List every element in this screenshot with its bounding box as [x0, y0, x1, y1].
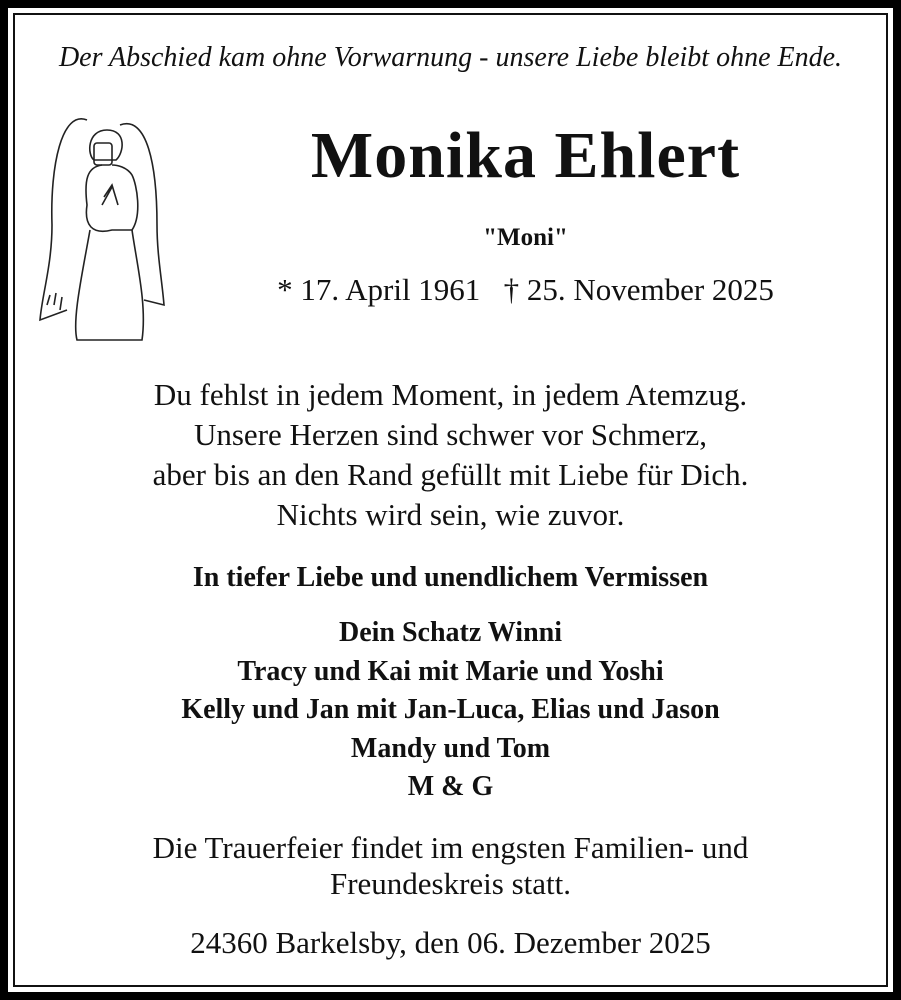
birth-date: * 17. April 1961 [277, 272, 481, 307]
place-date: 24360 Barkelsby, den 06. Dezember 2025 [190, 925, 711, 960]
info-line: Die Trauerfeier findet im engsten Familien- und [152, 830, 749, 865]
life-dates [150, 272, 901, 308]
family-list [0, 614, 901, 807]
death-date: † 25. November 2025 [503, 272, 774, 307]
family-member: Tracy und Kai mit Marie und Yoshi [237, 655, 664, 687]
deceased-name: Monika Ehlert [310, 119, 741, 192]
poem-line: Du fehlst in jedem Moment, in jedem Atemzug. [153, 377, 748, 412]
tagline: Der Abschied kam ohne Vorwarnung - unsere Liebe bleibt ohne Ende. [58, 42, 843, 73]
family-member: M & G [407, 771, 494, 802]
family-member: Mandy und Tom [350, 732, 551, 764]
poem-line: Nichts wird sein, wie zuvor. [276, 497, 625, 532]
funeral-info [0, 830, 901, 902]
info-line: Freundeskreis statt. [329, 866, 572, 901]
poem-line: Unsere Herzen sind schwer vor Schmerz, [193, 417, 708, 452]
poem [0, 375, 901, 535]
family-member: Kelly und Jan mit Jan-Luca, Elias und Jason [181, 694, 720, 725]
family-member: Dein Schatz Winni [338, 617, 562, 648]
closing-line: In tiefer Liebe und unendlichem Vermissen [192, 562, 709, 593]
poem-line: aber bis an den Rand gefüllt mit Liebe für Dich. [152, 457, 749, 492]
nickname: "Moni" [483, 224, 568, 251]
